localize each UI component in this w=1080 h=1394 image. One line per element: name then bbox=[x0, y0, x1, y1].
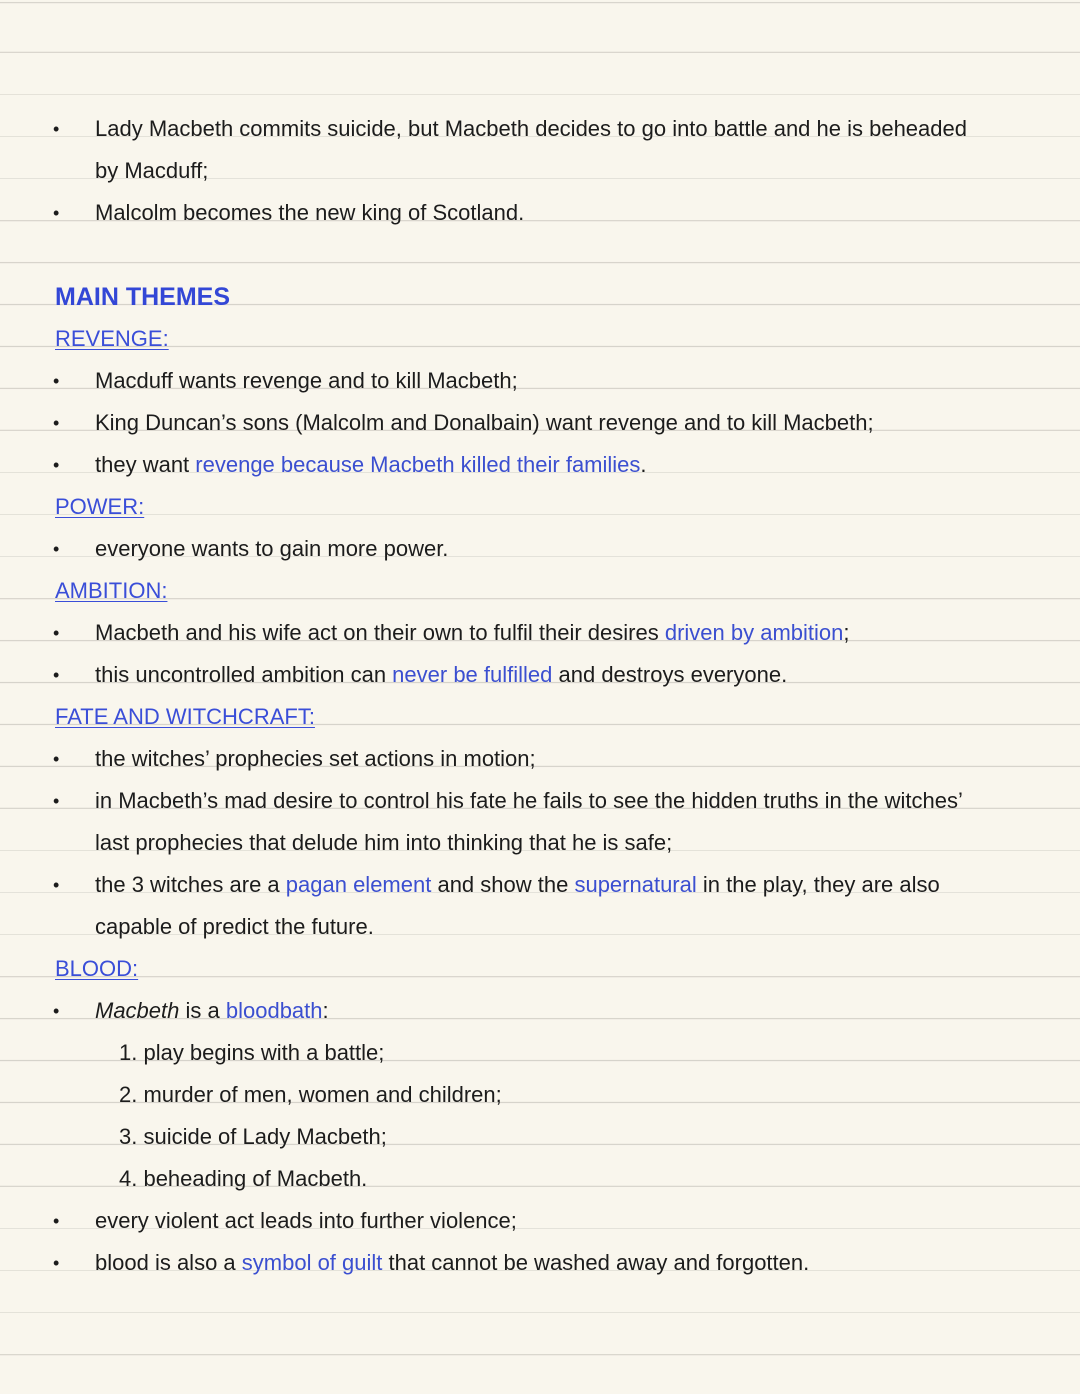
numbered-text: 3. suicide of Lady Macbeth; bbox=[119, 1124, 387, 1149]
numbered-text: 4. beheading of Macbeth. bbox=[119, 1166, 368, 1191]
section-title-line bbox=[0, 486, 1080, 528]
text-run: : bbox=[322, 998, 329, 1023]
bullet-icon: • bbox=[53, 413, 60, 433]
bullet-icon: • bbox=[53, 875, 60, 895]
highlight-text: symbol of guilt bbox=[241, 1250, 383, 1275]
notes-page bbox=[0, 108, 1080, 1284]
bullet-text: Lady Macbeth commits suicide, but Macbeth decides to go into battle and he is beheaded bbox=[95, 116, 967, 141]
list-item bbox=[0, 612, 1080, 654]
section-title-revenge: REVENGE: bbox=[55, 326, 169, 351]
main-title-line bbox=[0, 276, 1080, 318]
section-title-fate: FATE AND WITCHCRAFT: bbox=[55, 704, 315, 729]
highlight-text: driven by ambition bbox=[664, 620, 844, 645]
section-title-blood: BLOOD: bbox=[55, 956, 139, 981]
highlight-text: supernatural bbox=[574, 872, 697, 897]
bullet-icon: • bbox=[53, 1001, 60, 1021]
bullet-text bbox=[95, 654, 787, 696]
list-item bbox=[0, 780, 1080, 822]
bullet-icon: • bbox=[53, 1253, 60, 1273]
bullet-text: the witches’ prophecies set actions in motion; bbox=[95, 746, 536, 771]
text-run: that cannot be washed away and forgotten. bbox=[382, 1250, 810, 1275]
list-item bbox=[0, 360, 1080, 402]
list-item bbox=[0, 990, 1080, 1032]
italic-title: Macbeth bbox=[95, 998, 180, 1023]
numbered-item bbox=[0, 1158, 1080, 1200]
section-title-ambition: AMBITION: bbox=[55, 578, 168, 603]
text-run: and destroys everyone. bbox=[552, 662, 788, 687]
section-title-line bbox=[0, 318, 1080, 360]
list-item bbox=[0, 1200, 1080, 1242]
bullet-text: King Duncan’s sons (Malcolm and Donalbain) want revenge and to kill Macbeth; bbox=[95, 410, 874, 435]
list-item bbox=[0, 108, 1080, 150]
list-item bbox=[0, 402, 1080, 444]
text-run: the 3 witches are a bbox=[95, 872, 286, 897]
bullet-icon: • bbox=[53, 119, 60, 139]
bullet-icon: • bbox=[53, 665, 60, 685]
numbered-text: 2. murder of men, women and children; bbox=[119, 1082, 502, 1107]
bullet-icon: • bbox=[53, 623, 60, 643]
section-title-power: POWER: bbox=[55, 494, 145, 519]
bullet-text bbox=[95, 444, 647, 486]
bullet-text: Macduff wants revenge and to kill Macbeth; bbox=[95, 368, 518, 393]
highlight-text: bloodbath bbox=[225, 998, 323, 1023]
bullet-icon: • bbox=[53, 203, 60, 223]
bullet-text: in Macbeth’s mad desire to control his fate he fails to see the hidden truths in the witches’ bbox=[95, 788, 963, 813]
list-item bbox=[0, 444, 1080, 486]
bullet-icon: • bbox=[53, 1211, 60, 1231]
bullet-text: capable of predict the future. bbox=[95, 914, 374, 939]
page-title: MAIN THEMES bbox=[55, 283, 230, 311]
list-item bbox=[0, 1242, 1080, 1284]
bullet-text: last prophecies that delude him into thinking that he is safe; bbox=[95, 830, 673, 855]
text-run: this uncontrolled ambition can bbox=[95, 662, 393, 687]
bullet-text: by Macduff; bbox=[95, 158, 209, 183]
text-run: blood is also a bbox=[95, 1250, 242, 1275]
numbered-text: 1. play begins with a battle; bbox=[119, 1040, 385, 1065]
text-run: they want bbox=[95, 452, 196, 477]
bullet-text bbox=[95, 612, 850, 654]
section-title-line bbox=[0, 948, 1080, 990]
bullet-text bbox=[95, 990, 329, 1032]
list-item-continuation bbox=[0, 150, 1080, 192]
text-run: . bbox=[640, 452, 647, 477]
bullet-icon: • bbox=[53, 749, 60, 769]
list-item bbox=[0, 528, 1080, 570]
text-run: in the play, they are also bbox=[696, 872, 940, 897]
blank-line bbox=[0, 234, 1080, 276]
text-run: and show the bbox=[431, 872, 575, 897]
text-run: Macbeth and his wife act on their own to fulfil their desires bbox=[95, 620, 665, 645]
list-item bbox=[0, 192, 1080, 234]
bullet-text: everyone wants to gain more power. bbox=[95, 536, 449, 561]
bullet-icon: • bbox=[53, 539, 60, 559]
bullet-text bbox=[95, 1242, 809, 1284]
list-item bbox=[0, 654, 1080, 696]
highlight-text: revenge because Macbeth killed their families bbox=[195, 452, 641, 477]
bullet-icon: • bbox=[53, 455, 60, 475]
text-run: is a bbox=[179, 998, 226, 1023]
bullet-icon: • bbox=[53, 791, 60, 811]
list-item bbox=[0, 738, 1080, 780]
highlight-text: never be fulfilled bbox=[392, 662, 553, 687]
section-title-line bbox=[0, 696, 1080, 738]
bullet-icon: • bbox=[53, 371, 60, 391]
bullet-text: Malcolm becomes the new king of Scotland. bbox=[95, 200, 525, 225]
section-title-line bbox=[0, 570, 1080, 612]
highlight-text: pagan element bbox=[285, 872, 432, 897]
list-item-continuation bbox=[0, 906, 1080, 948]
bullet-text bbox=[95, 864, 940, 906]
list-item-continuation bbox=[0, 822, 1080, 864]
text-run: ; bbox=[843, 620, 850, 645]
numbered-item bbox=[0, 1074, 1080, 1116]
numbered-item bbox=[0, 1116, 1080, 1158]
bullet-text: every violent act leads into further violence; bbox=[95, 1208, 517, 1233]
numbered-item bbox=[0, 1032, 1080, 1074]
list-item bbox=[0, 864, 1080, 906]
